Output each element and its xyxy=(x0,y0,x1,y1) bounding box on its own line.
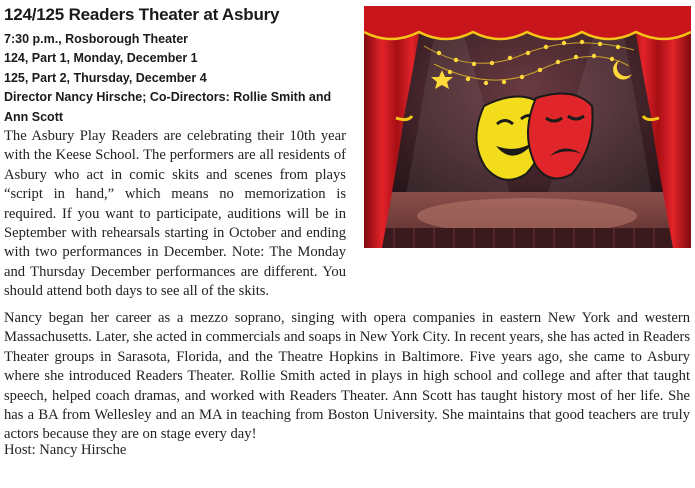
event-time-venue: 7:30 p.m., Rosborough Theater xyxy=(4,32,189,46)
event-title: 124/125 Readers Theater at Asbury xyxy=(4,5,280,24)
theater-masks-stage-icon xyxy=(364,6,691,248)
event-directors-cont: Ann Scott xyxy=(4,109,64,124)
stage-floorboards xyxy=(364,228,691,248)
host-line: Host: Nancy Hirsche xyxy=(4,442,127,458)
event-details xyxy=(4,30,356,127)
event-part-1: 124, Part 1, Monday, December 1 xyxy=(4,51,198,66)
director-bio-paragraph: Nancy began her career as a mezzo soprano, singing with opera companies in eastern New York and western Massachusetts. Later, she acted in commercials and soaps in New York City. In recent years, she has acted in Readers Theater groups in Sarasota, Florida, and the Theatre Hopkins in Baltimore. Five years ago, she came to Asbury where she introduced Readers Theater. Rollie Smith acted in plays in high school and college and after that taught speech, helped coach dramas, and worked with Readers Theater. Ann Scott has taught history most of her life. She has a BA from Wellesley and an MA in teaching from Boston University. She maintains that good teachers are truly actors because they are on stage every day! xyxy=(4,310,690,443)
event-description-text: The Asbury Play Readers are celebrating their 10th year with the Keese School. The performers are all residents of Asbury who act in comic skits and scenes from plays “script in hand,” which means no memorization is required. If you want to participate, auditions will be in September with rehearsals starting in October and ending with two performances in December. Note: The Monday and Thursday December performances are different. You should attend both days to see all of the skits. xyxy=(4,128,346,300)
event-part-2: 125, Part 2, Thursday, December 4 xyxy=(4,70,207,85)
event-directors: Director Nancy Hirsche; Co-Directors: Rollie Smith and xyxy=(4,90,332,105)
